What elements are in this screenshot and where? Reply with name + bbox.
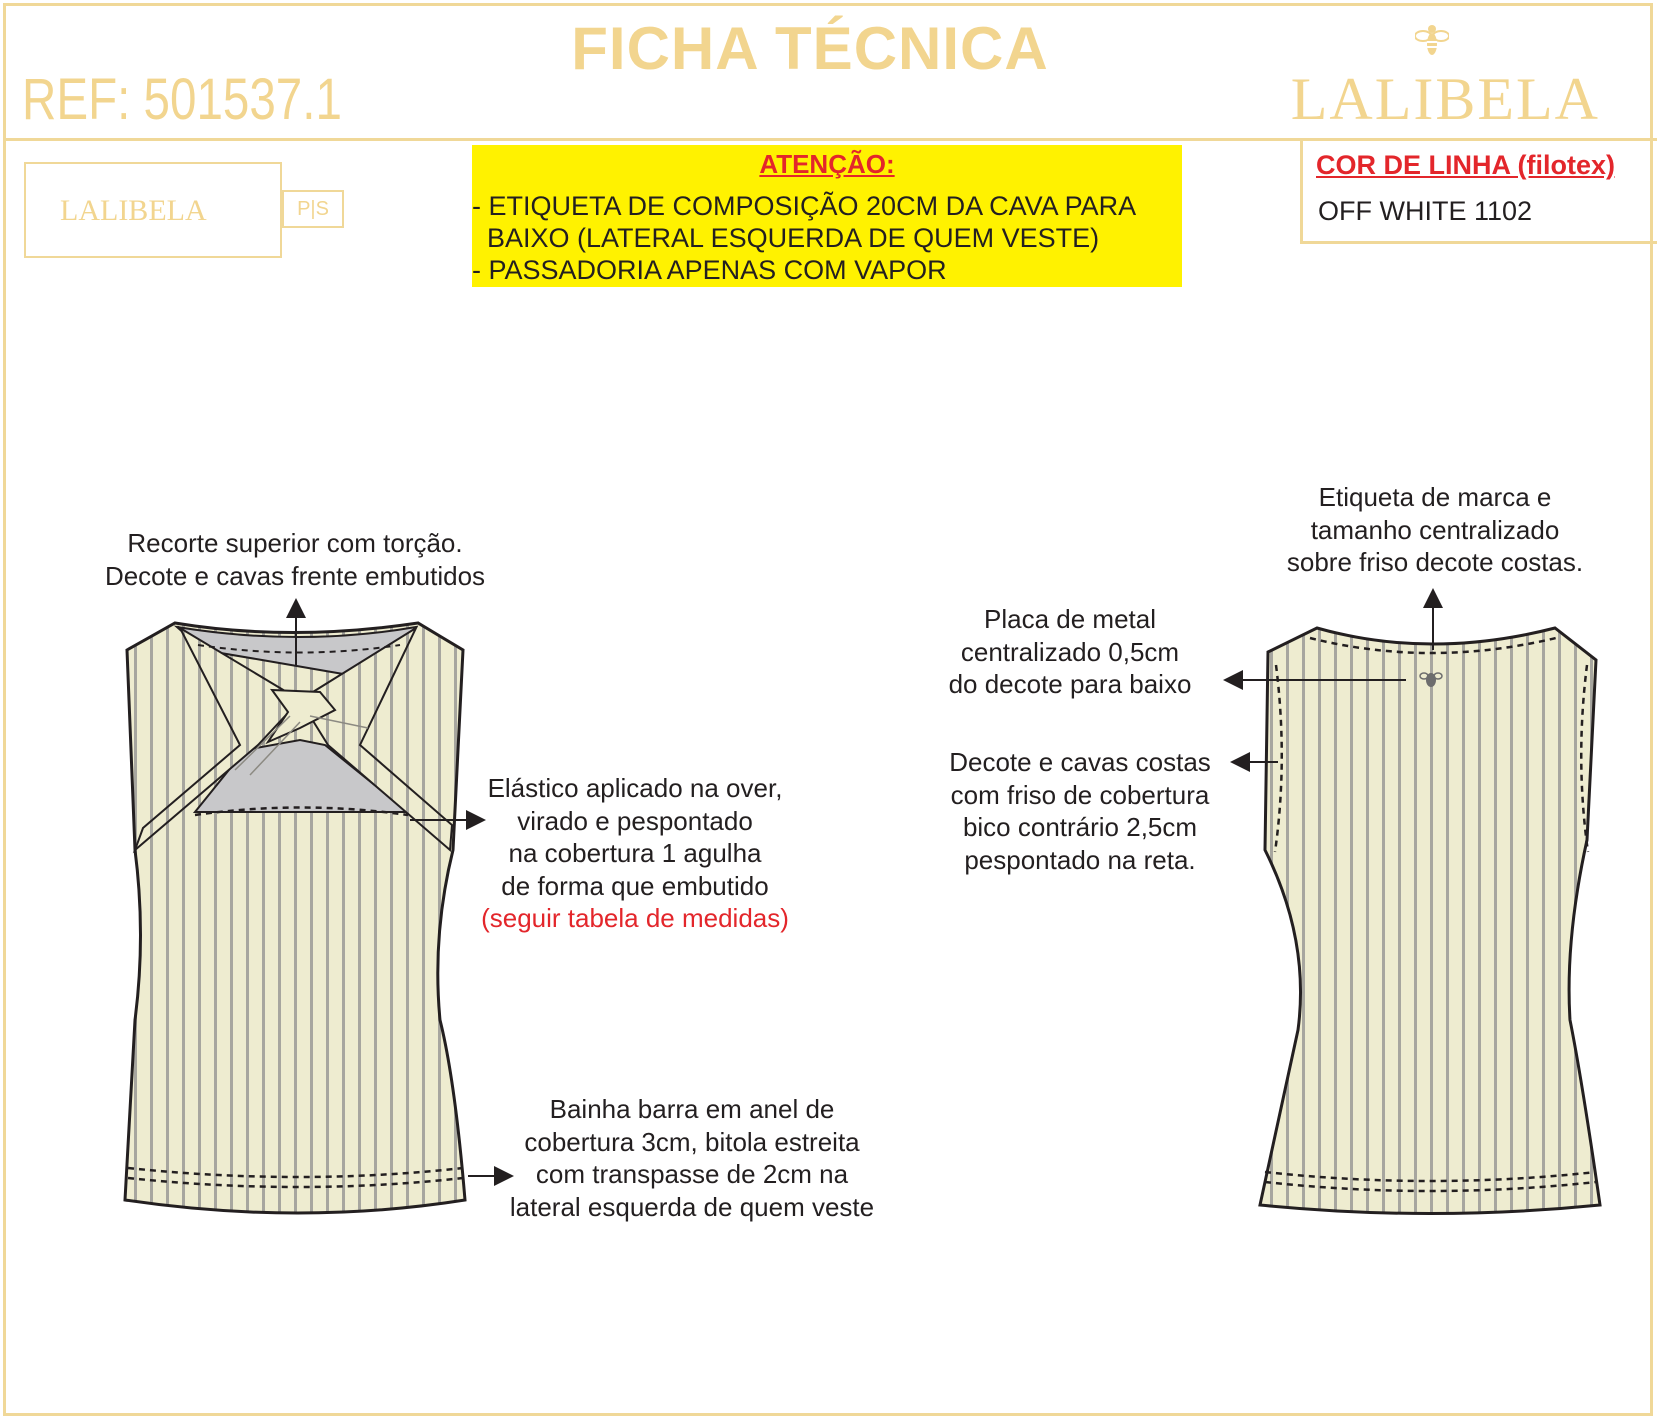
note-front-hem: Bainha barra em anel de cobertura 3cm, bitola estreita com transpasse de 2cm na lateral esquerda de quem veste	[509, 1094, 875, 1222]
note-back-plate: Placa de metal centralizado 0,5cm do decote para baixo	[948, 604, 1192, 699]
attention-title: ATENÇÃO:	[759, 149, 895, 179]
note-back-neck: Decote e cavas costas com friso de cobertura bico contrário 2,5cm pespontado na reta.	[949, 747, 1211, 875]
thread-color-title: COR DE LINHA (filotex)	[1316, 150, 1615, 180]
label-brand-text: LALIBELA	[60, 194, 207, 227]
attention-line: BAIXO (LATERAL ESQUERDA DE QUEM VESTE)	[472, 223, 1100, 253]
note-front-elastic: Elástico aplicado na over, virado e pespontado na cobertura 1 agulha de forma que embutido (seguir tabela de medidas)	[481, 773, 789, 933]
brand-logo: LALIBELA	[1290, 66, 1600, 132]
note-back-label: Etiqueta de marca e tamanho centralizado sobre friso decote costas.	[1286, 482, 1584, 577]
back-body	[1260, 628, 1600, 1214]
size-tag: P|S	[282, 190, 344, 228]
thread-color-value: OFF WHITE 1102	[1318, 196, 1533, 226]
reference-code: REF: 501537.1	[22, 67, 342, 132]
attention-line: - PASSADORIA APENAS COM VAPOR	[472, 255, 947, 285]
page-title: FICHA TÉCNICA	[571, 15, 1049, 82]
front-garment-view	[125, 623, 465, 1213]
attention-line: - ETIQUETA DE COMPOSIÇÃO 20CM DA CAVA PARA	[472, 191, 1137, 221]
back-garment-view	[1260, 628, 1600, 1214]
note-front-top: Recorte superior com torção. Decote e cavas frente embutidos	[104, 528, 486, 591]
